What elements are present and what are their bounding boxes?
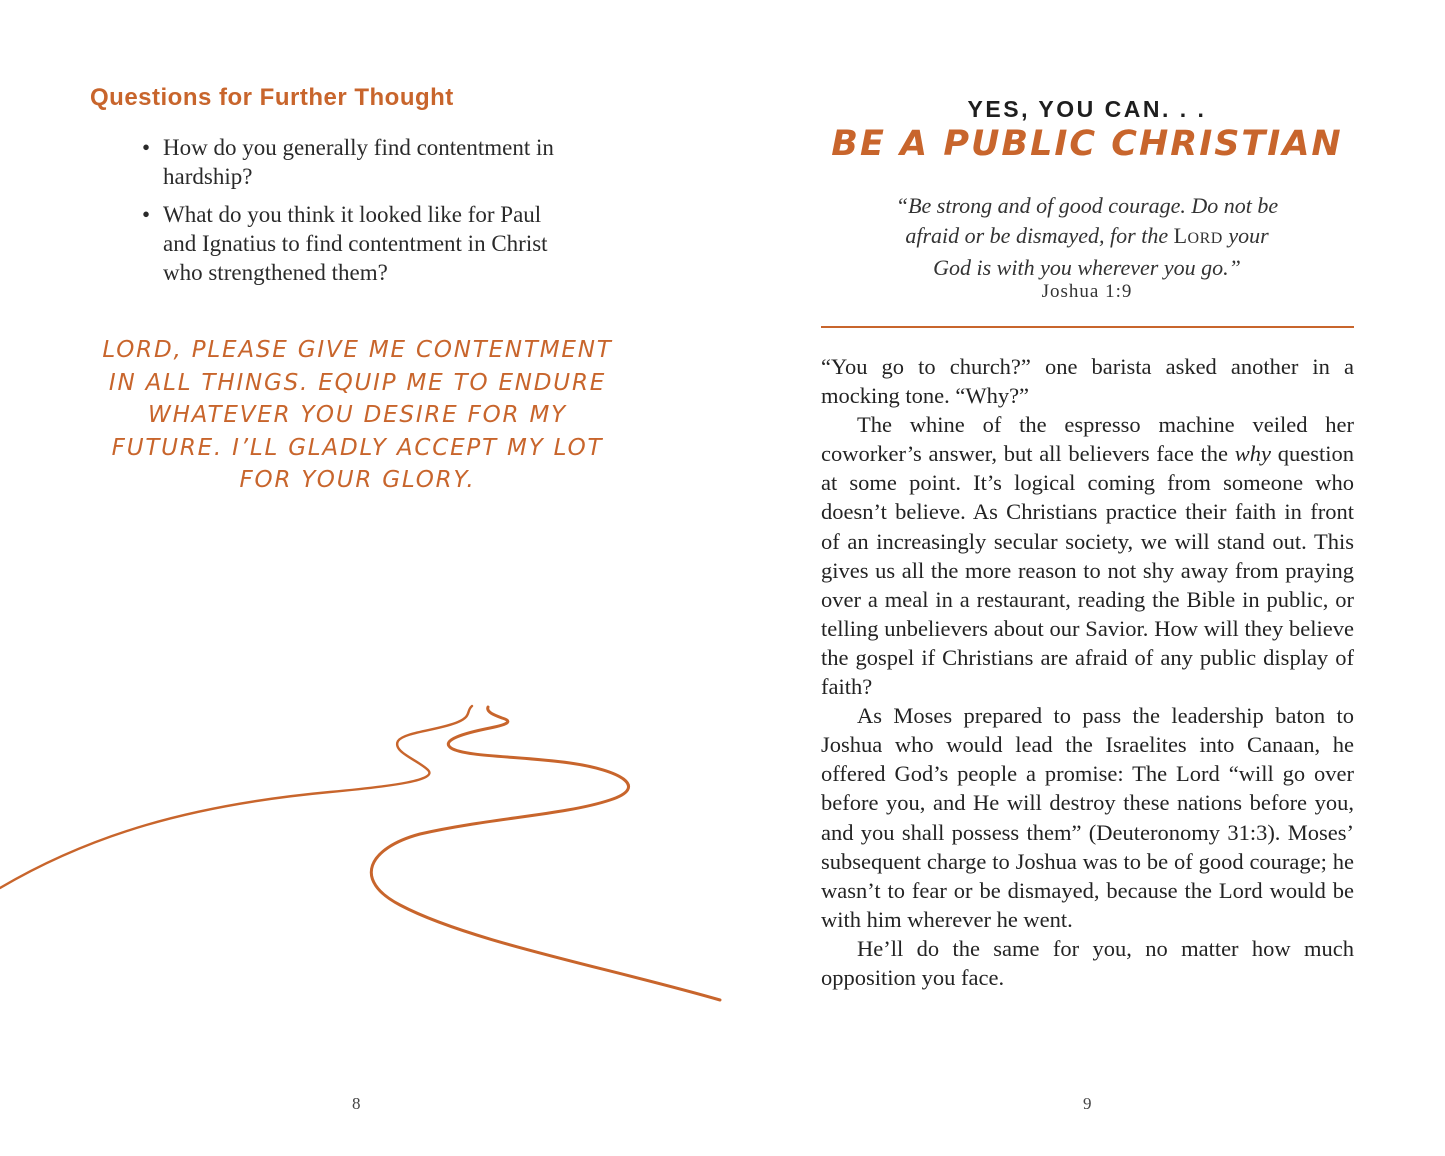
paragraph-text: The whine of the espresso machine veiled her coworker’s answer, but all believers face the: [821, 412, 1354, 467]
lord-initial: L: [1173, 222, 1188, 248]
emphasis-word: why: [1234, 441, 1272, 467]
section-title: Questions for Further Thought: [90, 84, 454, 111]
paragraph: [821, 410, 1354, 701]
lord-small-caps: ORD: [1187, 229, 1223, 247]
list-item: [140, 133, 570, 191]
bullet-icon: •: [142, 202, 151, 227]
list-item: [140, 200, 570, 287]
divider: [821, 326, 1354, 328]
paragraph: “You go to church?” one barista asked another in a mocking tone. “Why?”: [821, 354, 1354, 409]
epigraph-verse: [862, 191, 1312, 283]
winding-road-illustration: [0, 690, 722, 1020]
bullet-icon: •: [142, 135, 151, 160]
questions-list: [140, 133, 570, 296]
paragraph: He’ll do the same for you, no matter how much opposition you face.: [821, 935, 1354, 990]
right-page: [722, 0, 1445, 1156]
chapter-kicker: YES, YOU CAN. . .: [967, 96, 1207, 122]
body-text: [821, 352, 1354, 992]
verse-line: “Be strong and of good courage. Do not be: [895, 193, 1279, 218]
page-number: 8: [352, 1094, 361, 1113]
paragraph: As Moses prepared to pass the leadership baton to Joshua who would lead the Israelites into Canaan, he offered God’s people a promise: The Lord “will go over before you, and He will destroy these nations before you, and you shall possess them” (Deuteronomy 31:3). Moses’ subsequent charge to Joshua was to be of good courage; he wasn’t to fear or be dismayed, because the Lord would be with him wherever he went.: [821, 703, 1354, 932]
question-text: How do you generally find contentment in hardship?: [163, 135, 554, 189]
verse-line: afraid or be dismayed, for the: [905, 222, 1174, 248]
chapter-title: BE A PUBLIC CHRISTIAN: [831, 124, 1343, 164]
question-text: What do you think it looked like for Paul and Ignatius to find contentment in Christ who strengthened them?: [163, 202, 548, 285]
verse-reference: Joshua 1:9: [1041, 281, 1133, 302]
paragraph-text: question at some point. It’s logical coming from someone who doesn’t believe. As Christians practice their faith in front of an increasingly secular society, we will stand out. This gives us all the more reason to not shy away from praying over a meal in a restaurant, reading the Bible in public, or telling unbelievers about our Savior. How will they believe the gospel if Christians are afraid of any public display of faith?: [821, 441, 1354, 700]
prayer-text: LORD, PLEASE GIVE ME CONTENTMENT IN ALL THINGS. EQUIP ME TO ENDURE WHATEVER YOU DESIRE FOR MY FUTURE. I’LL GLADLY ACCEPT MY LOT FOR YOUR GLORY.: [102, 337, 613, 493]
verse-line: God is with you wherever you go.”: [933, 255, 1241, 280]
page-number: 9: [1083, 1094, 1092, 1113]
left-page: [0, 0, 722, 1156]
verse-line: your: [1222, 222, 1269, 248]
